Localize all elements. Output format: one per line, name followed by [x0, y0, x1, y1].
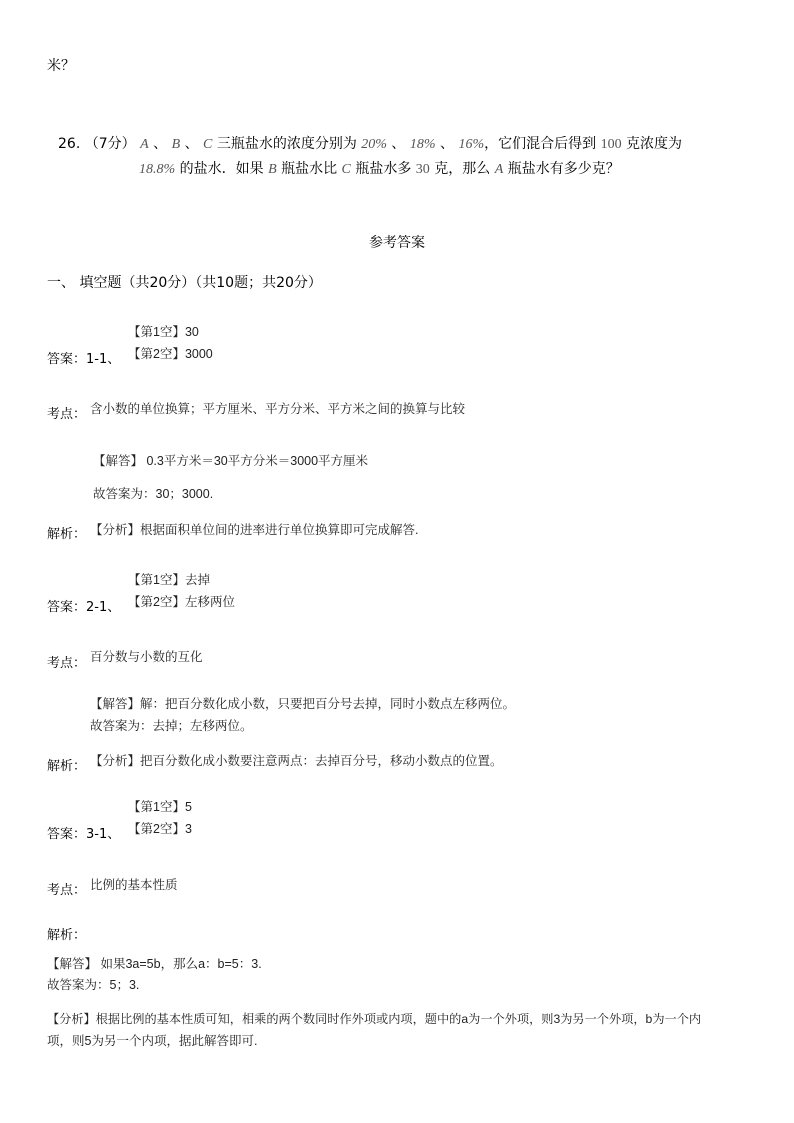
kaodian-label: 考点： — [47, 407, 87, 422]
question-points: （7分） — [84, 136, 136, 152]
previous-question-tail: 米？ — [47, 58, 75, 74]
var-b: B — [171, 137, 181, 152]
number-30: 30 — [415, 162, 430, 177]
analysis-text: 【分析】根据面积单位间的进率进行单位换算即可完成解答. — [90, 523, 419, 537]
var-a: A — [140, 137, 149, 152]
answer-label: 答案：2-1、 — [47, 600, 121, 615]
blank-1: 【第1空】去掉 — [128, 573, 210, 587]
question-text: ，它们混合后得到 — [484, 136, 597, 152]
jiexi-label: 解析： — [47, 759, 87, 774]
jiexi-label: 解析： — [47, 928, 87, 943]
var-c: C — [341, 162, 351, 177]
question-26-line1 — [58, 133, 682, 153]
question-text: 瓶盐水有多少克？ — [507, 161, 620, 177]
solution-text: 【解答】 如果3a=5b，那么a：b=5：3. — [47, 957, 262, 971]
question-text: 克浓度为 — [626, 136, 683, 152]
answer-label: 答案：1-1、 — [47, 352, 121, 367]
question-text: 三瓶盐水的浓度分别为 — [216, 136, 357, 152]
blank-2: 【第2空】3000 — [128, 347, 213, 361]
question-text: 克，那么 — [434, 161, 491, 177]
conclusion-text: 故答案为：30；3000. — [93, 487, 214, 501]
separator: 、 — [391, 136, 406, 152]
question-text: 的盐水．如果 — [179, 161, 264, 177]
kaodian-text: 比例的基本性质 — [90, 878, 178, 892]
kaodian-text: 含小数的单位换算；平方厘米、平方分米、平方米之间的换算与比较 — [90, 402, 466, 416]
analysis-text-line2: 项，则5为另一个内项，据此解答即可. — [47, 1034, 258, 1048]
percent-16: 16% — [458, 137, 485, 152]
percent-18: 18% — [409, 137, 436, 152]
question-text: 瓶盐水比 — [281, 161, 338, 177]
section-heading: 一、 填空题（共20分）（共10题；共20分） — [47, 275, 322, 291]
kaodian-text: 百分数与小数的互化 — [90, 650, 203, 664]
var-c: C — [203, 137, 213, 152]
percent-20: 20% — [361, 137, 387, 152]
kaodian-label: 考点： — [47, 656, 87, 671]
jiexi-label: 解析： — [47, 527, 87, 542]
percent-18-8: 18.8% — [139, 162, 176, 177]
var-b: B — [268, 162, 277, 177]
conclusion-text: 故答案为：5；3. — [47, 978, 140, 992]
blank-1: 【第1空】5 — [128, 800, 192, 814]
question-26-line2 — [139, 158, 620, 178]
analysis-text: 【分析】把百分数化成小数要注意两点：去掉百分号，移动小数点的位置。 — [90, 754, 503, 768]
question-text: 瓶盐水多 — [355, 161, 412, 177]
blank-1: 【第1空】30 — [128, 325, 199, 339]
separator: 、 — [153, 136, 168, 152]
conclusion-text: 故答案为：去掉；左移两位。 — [90, 719, 253, 733]
number-100: 100 — [600, 137, 622, 152]
answer-title: 参考答案 — [369, 235, 425, 251]
question-number: 26. — [58, 136, 81, 152]
solution-text: 【解答】解：把百分数化成小数，只要把百分号去掉，同时小数点左移两位。 — [90, 697, 516, 711]
separator: 、 — [439, 136, 454, 152]
var-a: A — [494, 162, 504, 177]
kaodian-label: 考点： — [47, 883, 87, 898]
solution-text: 【解答】 0.3平方米＝30平方分米＝3000平方厘米 — [93, 454, 369, 468]
answer-label: 答案：3-1、 — [47, 827, 121, 842]
blank-2: 【第2空】3 — [128, 822, 192, 836]
separator: 、 — [184, 136, 199, 152]
analysis-text-line1: 【分析】根据比例的基本性质可知，相乘的两个数同时作外项或内项，题中的a为一个外项，则3为另一个外项，b为一个内 — [47, 1012, 702, 1026]
blank-2: 【第2空】左移两位 — [128, 595, 235, 609]
